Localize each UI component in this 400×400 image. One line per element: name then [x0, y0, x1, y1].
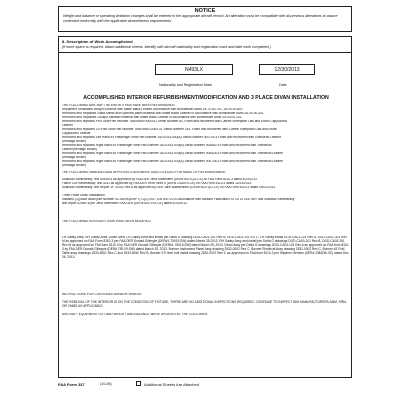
- body-line: Removed and replaced PR4 Seat Part Number TAB/HABP0000011 Serial Number 82, Foam and recovered with Carrelli Sheepskin Oak and Excell Cappuccino: [62, 120, 288, 123]
- form-revision: (10-06): [100, 382, 112, 386]
- form-label: FAA Form 337: [58, 382, 85, 387]
- body-line: (Heritage Brown): [62, 156, 87, 159]
- body-line: Cappuccino Leather: [62, 132, 91, 135]
- body-line: Removed and replaced Left Hand #4 Passenger Seat Part Number 2524-914-530(A) Serial Number 000716-4 Foam and recovered with Townsend Leather: [62, 136, 281, 139]
- modified-text: LH Galley Area, RH Galley Area, Divan Area, LH Galley Area and install per Delta G drawing DGD-CA01-101 Rev N, DGD-CA01-101 EO C, LH Galley install DGD-CA01-201 Rev A, DGD-CA01-301 Rev M as approved on FAA Form 8110-3 per FAA DER Donald Gillespie (DER#1-75015-SW) dated March 25 2013. RH Galley Assy and install per Delta G drawings DGD-CA03-101 Rev B, DGD-CA03-301 Rev M as approved on FAA form 8110-3 by FAA DER Donald Gillespie (DER#1-75015-SW) dated March 25, 2013. Divan Assy per Delta G drawings DGD-CA04-101 Rev A as approved on FAA form 8110-3 by FAA DER Donald Gillespie (DER# 750-09-SW) dated March 25, 2013. Bonner Instrument Panel Assy drawing 2532-0002 Rev C, Bonner Electrical Assy drawing 2532-0002 Rev C, Bonner #3 Fold Table assy drawings 2533-5001 Rev C and 2533-5040 Rev B, Bonner STI liner hull install drawing 2532-0037 Rev C as approved on FAA form 8110-3 per Stephen Hermes (DER# 2382DB-CE) dated Dec 26, 2013.: [62, 236, 350, 259]
- body-line: Removed and replaced Co-Pilot Seat Part Number TAB/HAB/C0000-01 Serial Number 243, Foam and recovered with Carrelli Sheepskin Oak and Excell: [62, 128, 277, 131]
- body-line: Leather(Heritage Brown): [62, 148, 97, 151]
- section-heading: 8. Description of Work Accomplished: [62, 39, 133, 44]
- date-field[interactable]: 12/30/2013: [259, 64, 315, 75]
- notice-title: NOTICE: [194, 8, 216, 14]
- body-line: Removed and replaced Right Hand #3 Passenger Seat Part Number 2524-914-530(B) Serial Number 000852-5 Foam and recovered with Townsend: [62, 144, 272, 147]
- manual-line: Skandia Flammability Test 0254676 as approved by FAA DER Jena Sibenstein (DER# 6027QO-CE) on FAA Form 8110-3 dated 4/23/2013: [62, 178, 257, 181]
- body-line: Repainted, reinstalled cockpit columns with Matte Black Leather Accordance with Bombardier AMM 25-70-00-701, 25-00-00-801: [62, 108, 243, 111]
- notice-text: Weight and balance or operating limitation changes shall be entered in the appropriate aircraft record. An alteration must be compatible with all previous alterations to assure continued conformity with the applicable airworthiness requirements.: [63, 14, 338, 23]
- weight-balance-line: AIRCRAFT EQUIPMENT LIST AND WEIGHT AND BALANCE WERE UPDATED BY THE CUSTOMER.: [62, 313, 208, 316]
- registration-mark-field[interactable]: N493LX: [155, 64, 233, 75]
- date-label: Date: [279, 83, 287, 87]
- additional-sheets-checkbox[interactable]: [136, 381, 141, 386]
- body-line: Removed and Replaced Glass shield and Eyebrow panel material with Matte Black Leather in Accordance with Bombardier AMM 25-00-00-201.: [62, 112, 265, 115]
- divan-line: test report 0254676 per Jena Sibenstein FAA DER (DER# 6027RG-CE) dated 4/23/2013: [62, 202, 187, 205]
- body-line: (Heritage Brown): [62, 140, 87, 143]
- body-line: Removed and Replaced Cockpit Sidewall material with Matte Black Leather in Accordance with Bombardier AMM 25-00-00-201.: [62, 116, 243, 119]
- body-line: (Heritage Brown): [62, 164, 87, 167]
- divider: [59, 52, 351, 53]
- manuals-heading: THE FOLLOWING MANUALS AND APPROVED DATA WERE USED UTILIZED FOR MADE OF REFURBISHMENT:: [62, 171, 227, 174]
- additional-sheets-label: Additional Sheets Are Attached: [144, 382, 199, 387]
- divan-line: Installed (3) place divan part Number 52-9309K(MHPT)T1(C)-RDT S/N 000722 in Accordance with Aviation Fabricators STC# ST01573NY and Skandia Flammability: [62, 198, 295, 201]
- notice-box: [58, 6, 352, 32]
- body-line: Removed and replaced Right Hand #5 Passenger Seat Part Number 2524-914-530(A) Serial Number 000735-3 Foam and recovered with Townsend Leather: [62, 160, 284, 163]
- manual-line: Skandia Flammability Test Report 1F 22041 Rev A as approved by DER Jane Blankenbecl (DER# 6027QO-CE) on FAA Form 8110-3 dated 05/02/2013.: [62, 186, 276, 189]
- instructions-text: THE REMOVAL OF THE INTERIOR IS ON THE CONDITION OF FIXTURE. THERE ARE NO ADDITIONAL INSPECTIONS REQUIRED. CONTINUE TO INSPECT WIH MANUFACTURERS AMM, SRM, OR CMMS AS APPLICABLE.: [62, 300, 347, 308]
- description-section: [58, 36, 352, 378]
- body-line: Leather: [62, 124, 73, 127]
- section-subheading: (If more space is required, attach additional sheets. Identify with aircraft nationality and registration mark and date work completed.): [62, 45, 271, 49]
- registration-mark-label: Nationality and Registration Mark: [159, 83, 212, 87]
- body-line: THE FOLLOWING AIRCRAFT INTERIOR ITEMS HAVE BEEN REFURBISHED:: [62, 104, 176, 107]
- body-line: Removed and replaced Right Hand #4 Passenger Seat Part Number 2524-914-530(B) Serial Number 000628-5 Foam and recovered with Townsend Leather: [62, 152, 284, 155]
- manual-line: Flame Cut Flammability Test 4311 as approved by FAA DER Herb Reed II (DER# 2302RS-CE) on FAA Form 8110-3 dated 12/23/2013.: [62, 182, 252, 185]
- modified-heading: THE FOLLOWING INTERIOR ITEMS HAVE BEEN MODIFIED:: [62, 220, 152, 223]
- divan-heading: Three Place Divan Installation:: [62, 194, 106, 197]
- instructions-heading: INSTRUCTIONS FOR CONTINUED AIRWORTHINESS:: [62, 293, 142, 296]
- work-title: ACCOMPLISHED INTERIOR REFURBISHMENT/MODIFICATION AND 3 PLACE DIVAN INSTALLATION: [83, 95, 329, 101]
